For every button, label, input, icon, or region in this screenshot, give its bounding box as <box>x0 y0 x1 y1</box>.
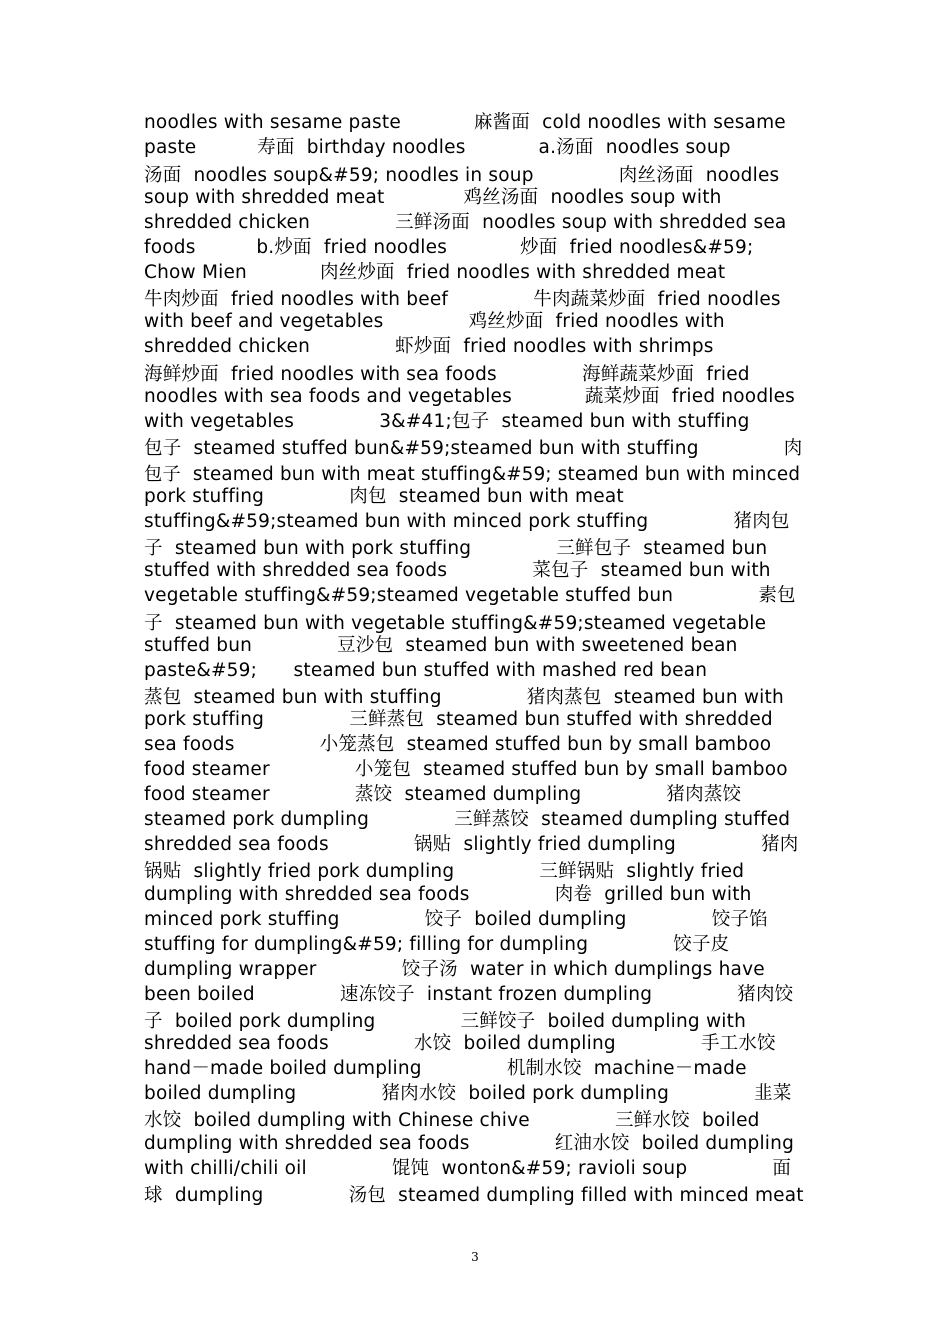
text-line: vegetable stuffing&#59;steamed vegetable stuffed bun 素包 <box>144 585 796 606</box>
text-line: food steamer 小笼包 steamed stuffed bun by small bamboo <box>144 759 788 780</box>
text-line: pork stuffing 肉包 steamed bun with meat <box>144 486 624 507</box>
text-line: pork stuffing 三鲜蒸包 steamed bun stuffed with shredded <box>144 709 773 730</box>
text-line: 海鲜炒面 fried noodles with sea foods 海鲜蔬菜炒面 fried <box>144 364 750 385</box>
text-line: shredded chicken 三鲜汤面 noodles soup with shredded sea <box>144 212 787 233</box>
text-line: 包子 steamed bun with meat stuffing&#59; steamed bun with minced <box>144 464 801 485</box>
text-line: paste&#59; steamed bun stuffed with mashed red bean <box>144 660 708 681</box>
text-line: paste 寿面 birthday noodles a.汤面 noodles soup <box>144 137 731 158</box>
text-line: dumpling wrapper 饺子汤 water in which dumplings have <box>144 959 765 980</box>
text-line: with vegetables 3&#41;包子 steamed bun with stuffing <box>144 411 750 432</box>
text-line: 汤面 noodles soup&#59; noodles in soup 肉丝汤面 noodles <box>144 165 780 186</box>
text-line: shredded sea foods 水饺 boiled dumpling 手工水饺 <box>144 1033 776 1054</box>
text-line: sea foods 小笼蒸包 steamed stuffed bun by small bamboo <box>144 734 772 755</box>
text-line: with chilli/chili oil 馄饨 wonton&#59; ravioli soup 面 <box>144 1158 792 1179</box>
text-line: shredded chicken 虾炒面 fried noodles with shrimps <box>144 336 714 357</box>
text-line: 蒸包 steamed bun with stuffing 猪肉蒸包 steamed bun with <box>144 687 784 708</box>
text-line: 锅贴 slightly fried pork dumpling 三鲜锅贴 slightly fried <box>144 861 745 882</box>
text-line: hand－made boiled dumpling 机制水饺 machine－made <box>144 1058 747 1079</box>
text-line: boiled dumpling 猪肉水饺 boiled pork dumpling 韭菜 <box>144 1083 792 1104</box>
text-line: stuffed bun 豆沙包 steamed bun with sweetened bean <box>144 635 738 656</box>
text-line: minced pork stuffing 饺子 boiled dumpling 饺子馅 <box>144 909 768 930</box>
text-line: stuffing&#59;steamed bun with minced pork stuffing 猪肉包 <box>144 511 790 532</box>
text-line: 子 boiled pork dumpling 三鲜饺子 boiled dumpling with <box>144 1011 746 1032</box>
text-line: noodles with sea foods and vegetables 蔬菜炒面 fried noodles <box>144 386 796 407</box>
text-line: 包子 steamed stuffed bun&#59;steamed bun with stuffing 肉 <box>144 438 803 459</box>
text-line: shredded sea foods 锅贴 slightly fried dumpling 猪肉 <box>144 834 799 855</box>
text-line: stuffing for dumpling&#59; filling for dumpling 饺子皮 <box>144 934 730 955</box>
page-number: 3 <box>471 1250 479 1264</box>
text-line: with beef and vegetables 鸡丝炒面 fried noodles with <box>144 311 725 332</box>
text-line: 牛肉炒面 fried noodles with beef 牛肉蔬菜炒面 fried noodles <box>144 289 781 310</box>
text-line: 子 steamed bun with vegetable stuffing&#59;steamed vegetable <box>144 613 767 634</box>
text-line: Chow Mien 肉丝炒面 fried noodles with shredded meat <box>144 262 726 283</box>
text-line: food steamer 蒸饺 steamed dumpling 猪肉蒸饺 <box>144 784 742 805</box>
text-line: soup with shredded meat 鸡丝汤面 noodles soup with <box>144 187 722 208</box>
text-line: been boiled 速冻饺子 instant frozen dumpling 猪肉饺 <box>144 984 794 1005</box>
text-line: steamed pork dumpling 三鲜蒸饺 steamed dumpling stuffed <box>144 809 791 830</box>
text-line: 球 dumpling 汤包 steamed dumpling filled with minced meat <box>144 1185 804 1206</box>
text-line: noodles with sesame paste 麻酱面 cold noodles with sesame <box>144 112 786 133</box>
text-line: 子 steamed bun with pork stuffing 三鲜包子 steamed bun <box>144 538 768 559</box>
text-line: dumpling with shredded sea foods 肉卷 grilled bun with <box>144 884 752 905</box>
text-line: dumpling with shredded sea foods 红油水饺 boiled dumpling <box>144 1133 795 1154</box>
text-line: stuffed with shredded sea foods 菜包子 steamed bun with <box>144 560 771 581</box>
text-line: 水饺 boiled dumpling with Chinese chive 三鲜水饺 boiled <box>144 1110 760 1131</box>
text-line: foods b.炒面 fried noodles 炒面 fried noodles&#59; <box>144 237 754 258</box>
